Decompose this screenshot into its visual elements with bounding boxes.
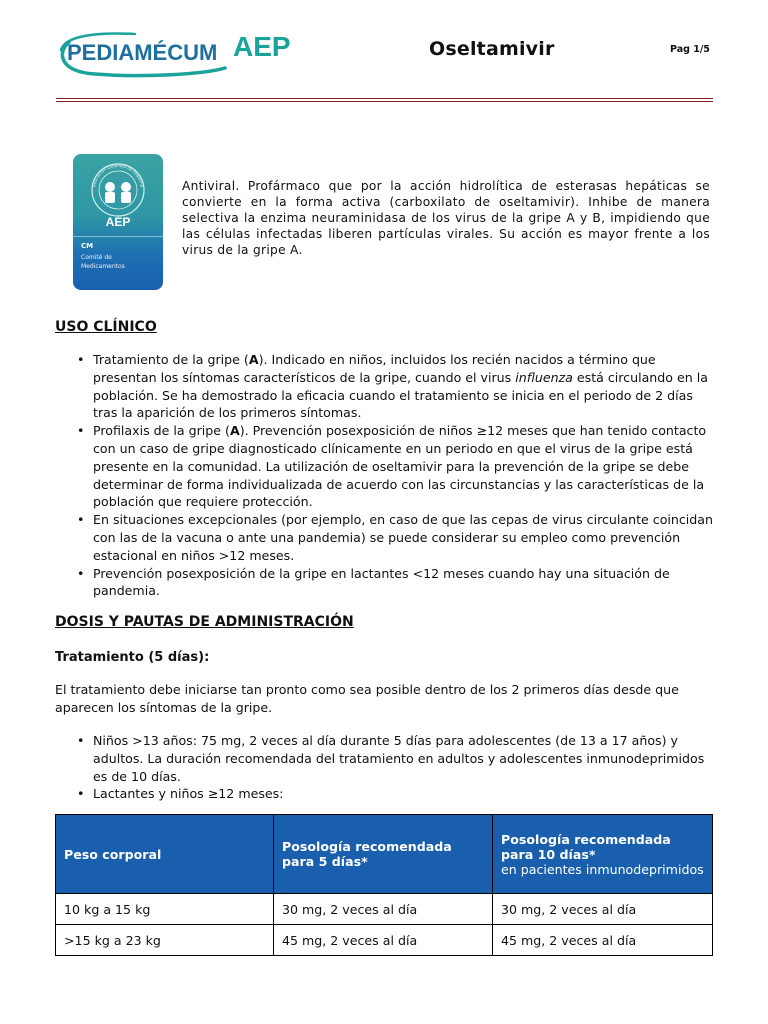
dosing-table [55, 814, 713, 956]
header-5-dias: Posología recomendada para 5 días* [274, 815, 493, 894]
badge-divider [73, 236, 163, 237]
pediamecum-aep-logo [55, 28, 300, 78]
table-cell: 45 mg, 2 veces al día [274, 925, 493, 956]
badge-brand: AEP [105, 215, 131, 229]
badge-committee-line1: Comité de [81, 254, 112, 261]
page-number: Pag 1/5 [670, 44, 710, 55]
list-item: • Niños >13 años: 75 mg, 2 veces al día durante 5 días para adolescentes (de 13 a 17 años) y adultos. La duración recomendada del tratamiento en adultos y adolescentes inmunodeprimidos es de 10 días. [77, 732, 717, 785]
list-item: • Profilaxis de la gripe (A). Prevención posexposición de niños ≥12 meses que han tenido contacto con un caso de gripe diagnosticado clínicamente en un periodo en que el virus de la gripe está presente en la comunidad. La utilización de oseltamivir para la prevención de la gripe se debe determinar de forma individualizada de acuerdo con las circunstancias y las características de la población que requiere protección. [77, 422, 717, 511]
table-cell: 45 mg, 2 veces al día [493, 925, 713, 956]
table-header-row [56, 815, 713, 894]
header-rule-top [56, 98, 713, 99]
badge-org-text [73, 154, 163, 234]
table-cell: >15 kg a 23 kg [56, 925, 274, 956]
uso-clinico-list [77, 351, 717, 600]
table-cell: 30 mg, 2 veces al día [274, 894, 493, 925]
badge-committee-code: CM [81, 242, 94, 250]
drug-description: Antiviral. Profármaco que por la acción hidrolítica de esterasas hepáticas se convierte en la forma activa (carboxilato de oseltamivir). Inhibe de manera selectiva la enzima neuraminidasa de los virus de la gripe A y B, impidiendo que las células infectadas liberen partículas virales. Su acción es mayor frente a los virus de la gripe A. [182, 179, 710, 257]
header-10-dias: Posología recomendada para 10 días* en pacientes inmunodeprimidos [493, 815, 713, 894]
document-title: Oseltamivir [429, 38, 555, 60]
list-item: • En situaciones excepcionales (por ejemplo, en caso de que las cepas de virus circulante coincidan con las de la vacuna o ante una pandemia) se puede considerar su empleo como prevención estacional en niños >12 meses. [77, 511, 717, 564]
tratamiento-intro: El tratamiento debe iniciarse tan pronto como sea posible dentro de los 2 primeros días desde que aparecen los síntomas de la gripe. [55, 682, 679, 715]
aep-committee-badge [73, 154, 163, 290]
svg-text:Asociación Española de Pediatr: Asociación Española de Pediatría [91, 162, 145, 188]
badge-committee-line2: Medicamentos [81, 263, 125, 270]
dosis-list [77, 732, 717, 803]
subheading-tratamiento: Tratamiento (5 días): [55, 650, 210, 665]
table-row [56, 894, 713, 925]
table-row [56, 925, 713, 956]
header-peso: Peso corporal [56, 815, 274, 894]
table-cell: 10 kg a 15 kg [56, 894, 274, 925]
logo-text-main: PEDIAMÉCUM [67, 40, 218, 65]
list-item: • Lactantes y niños ≥12 meses: [77, 785, 717, 803]
section-heading-uso-clinico: USO CLÍNICO [55, 319, 157, 335]
section-heading-dosis: DOSIS Y PAUTAS DE ADMINISTRACIÓN [55, 614, 354, 630]
table-cell: 30 mg, 2 veces al día [493, 894, 713, 925]
header-rule-bottom [56, 101, 713, 102]
list-item: • Tratamiento de la gripe (A). Indicado en niños, incluidos los recién nacidos a término que presentan los síntomas característicos de la gripe, cuando el virus influenza está circulando en la población. Se ha demostrado la eficacia cuando el tratamiento se inicia en el periodo de 2 días tras la aparición de los primeros síntomas. [77, 351, 717, 422]
logo-text-brand: AEP [233, 31, 291, 62]
list-item: • Prevención posexposición de la gripe en lactantes <12 meses cuando hay una situación de pandemia. [77, 565, 717, 601]
